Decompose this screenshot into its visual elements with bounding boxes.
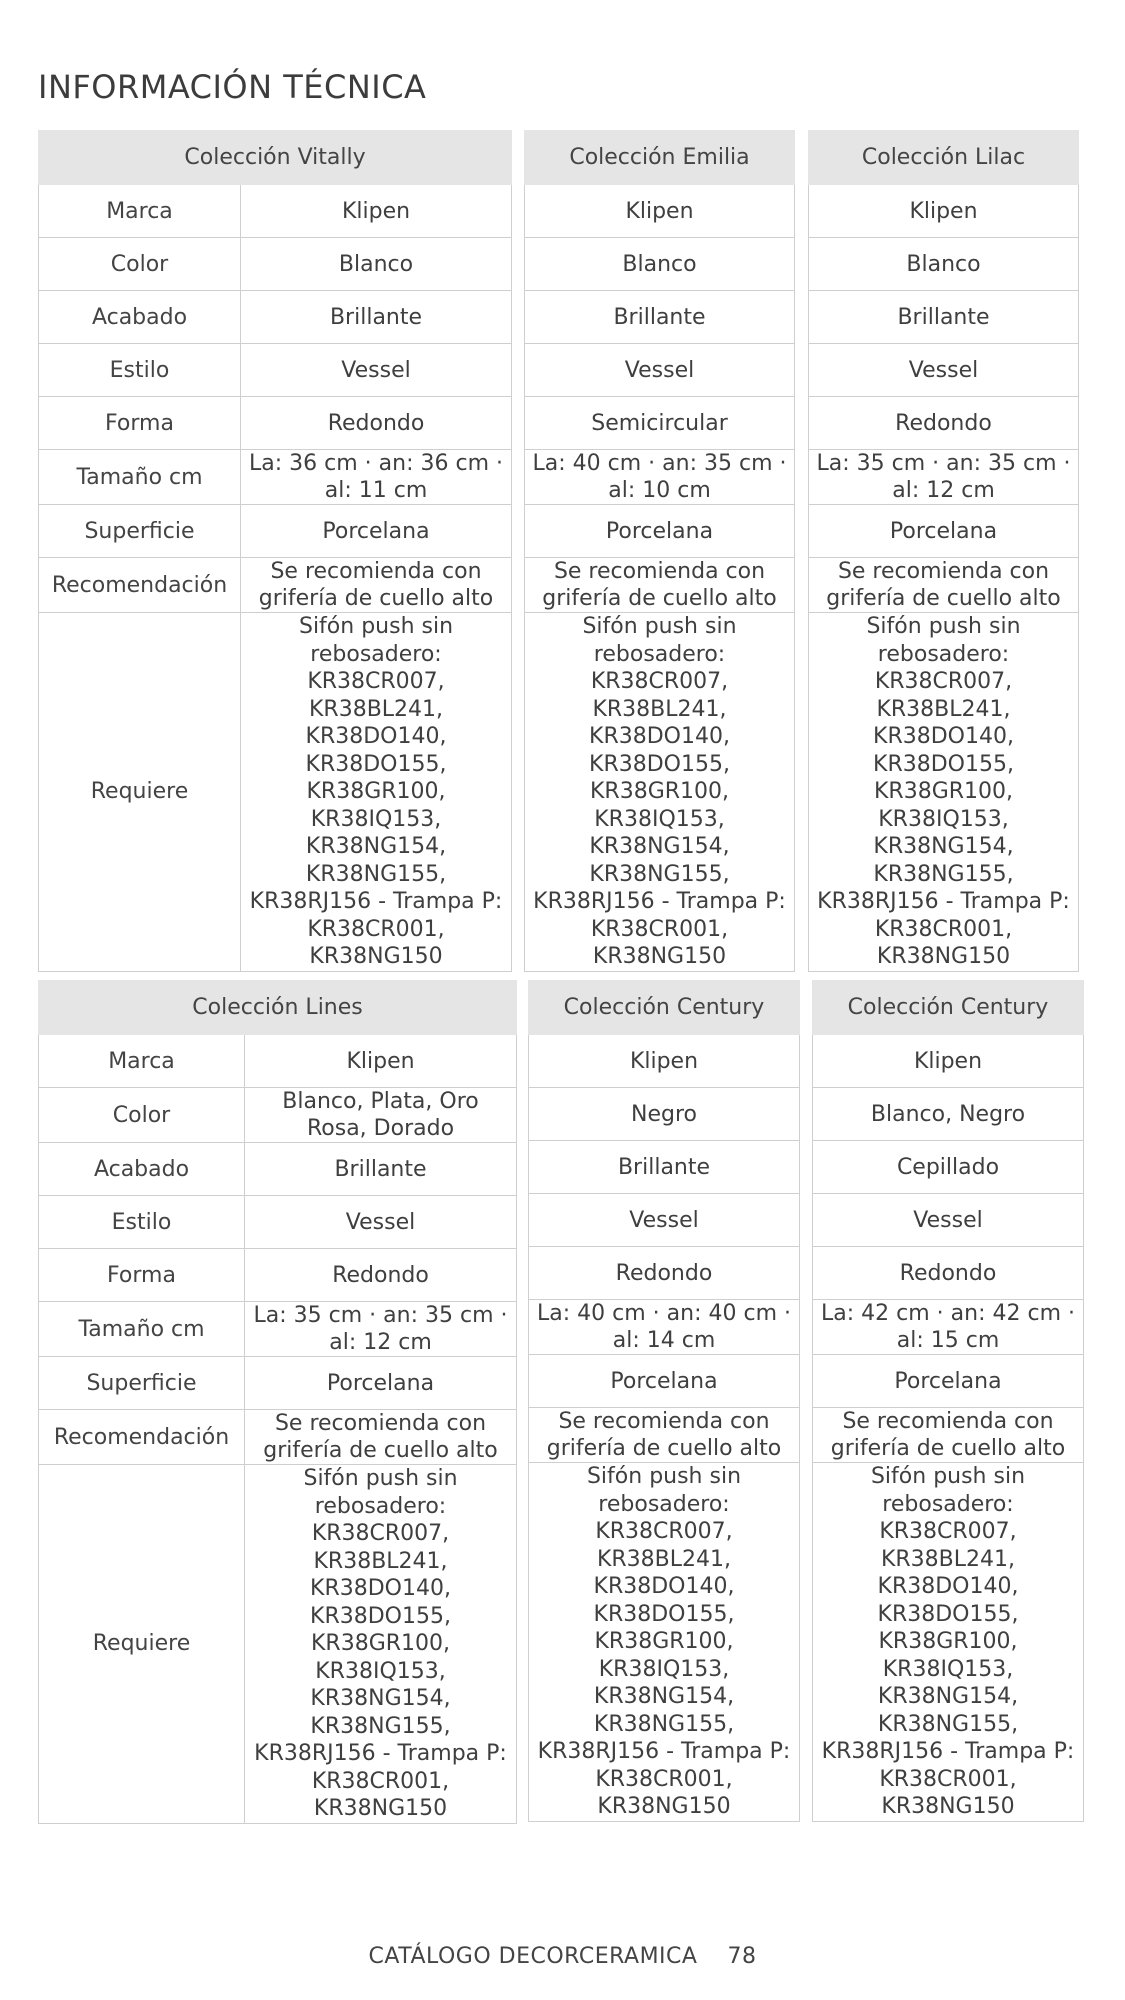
cell-requiere: Sifón push sin rebosadero: KR38CR007, KR38BL241, KR38DO140, KR38DO155, KR38GR100, KR38IQ153, KR38NG154, KR38NG155, KR38RJ156 - Trampa P: KR38CR001, KR38NG150 <box>809 613 1079 972</box>
cell-superficie: Porcelana <box>241 505 512 558</box>
cell-marca: Klipen <box>245 1035 517 1088</box>
collection-header: Colección Century <box>529 981 800 1035</box>
collection-header: Colección Vitally <box>39 131 512 185</box>
cell-recomendacion: Se recomienda con grifería de cuello alto <box>809 558 1079 613</box>
page-title: INFORMACIÓN TÉCNICA <box>38 68 427 106</box>
cell-marca: Klipen <box>241 185 512 238</box>
cell-estilo: Vessel <box>813 1194 1084 1247</box>
cell-requiere: Sifón push sin rebosadero: KR38CR007, KR38BL241, KR38DO140, KR38DO155, KR38GR100, KR38IQ153, KR38NG154, KR38NG155, KR38RJ156 - Trampa P: KR38CR001, KR38NG150 <box>525 613 795 972</box>
cell-acabado: Cepillado <box>813 1141 1084 1194</box>
row-label-superficie: Superficie <box>39 1357 245 1410</box>
cell-forma: Redondo <box>809 397 1079 450</box>
row-label-requiere: Requiere <box>39 613 241 972</box>
cell-superficie: Porcelana <box>245 1357 517 1410</box>
cell-color: Negro <box>529 1088 800 1141</box>
cell-tamano: La: 35 cm · an: 35 cm · al: 12 cm <box>809 450 1079 505</box>
cell-estilo: Vessel <box>245 1196 517 1249</box>
cell-color: Blanco, Plata, Oro Rosa, Dorado <box>245 1088 517 1143</box>
cell-marca: Klipen <box>529 1035 800 1088</box>
cell-tamano: La: 40 cm · an: 35 cm · al: 10 cm <box>525 450 795 505</box>
cell-forma: Redondo <box>245 1249 517 1302</box>
cell-tamano: La: 35 cm · an: 35 cm · al: 12 cm <box>245 1302 517 1357</box>
cell-forma: Redondo <box>529 1247 800 1300</box>
cell-recomendacion: Se recomienda con grifería de cuello alto <box>245 1410 517 1465</box>
row-label-requiere: Requiere <box>39 1465 245 1824</box>
cell-estilo: Vessel <box>525 344 795 397</box>
cell-color: Blanco <box>525 238 795 291</box>
row-label-estilo: Estilo <box>39 344 241 397</box>
cell-forma: Redondo <box>241 397 512 450</box>
row-label-tamano: Tamaño cm <box>39 450 241 505</box>
row-label-marca: Marca <box>39 185 241 238</box>
cell-requiere: Sifón push sin rebosadero: KR38CR007, KR38BL241, KR38DO140, KR38DO155, KR38GR100, KR38IQ153, KR38NG154, KR38NG155, KR38RJ156 - Trampa P: KR38CR001, KR38NG150 <box>245 1465 517 1824</box>
spec-table-century-negro <box>528 980 800 1822</box>
cell-acabado: Brillante <box>245 1143 517 1196</box>
page-number: 78 <box>727 1944 757 1969</box>
collection-header: Colección Lilac <box>809 131 1079 185</box>
cell-requiere: Sifón push sin rebosadero: KR38CR007, KR38BL241, KR38DO140, KR38DO155, KR38GR100, KR38IQ153, KR38NG154, KR38NG155, KR38RJ156 - Trampa P: KR38CR001, KR38NG150 <box>241 613 512 972</box>
cell-recomendacion: Se recomienda con grifería de cuello alto <box>525 558 795 613</box>
cell-color: Blanco <box>809 238 1079 291</box>
row-label-acabado: Acabado <box>39 291 241 344</box>
spec-table-century-blanco-negro <box>812 980 1084 1822</box>
cell-forma: Redondo <box>813 1247 1084 1300</box>
cell-acabado: Brillante <box>529 1141 800 1194</box>
cell-superficie: Porcelana <box>809 505 1079 558</box>
row-label-color: Color <box>39 1088 245 1143</box>
spec-table-emilia <box>524 130 795 972</box>
cell-marca: Klipen <box>809 185 1079 238</box>
cell-marca: Klipen <box>525 185 795 238</box>
cell-tamano: La: 40 cm · an: 40 cm · al: 14 cm <box>529 1300 800 1355</box>
spec-table-lines <box>38 980 517 1824</box>
cell-superficie: Porcelana <box>525 505 795 558</box>
row-label-marca: Marca <box>39 1035 245 1088</box>
page-footer <box>0 1944 1125 1969</box>
cell-recomendacion: Se recomienda con grifería de cuello alto <box>529 1408 800 1463</box>
cell-recomendacion: Se recomienda con grifería de cuello alto <box>241 558 512 613</box>
cell-superficie: Porcelana <box>813 1355 1084 1408</box>
row-label-estilo: Estilo <box>39 1196 245 1249</box>
cell-acabado: Brillante <box>525 291 795 344</box>
cell-recomendacion: Se recomienda con grifería de cuello alto <box>813 1408 1084 1463</box>
collection-header: Colección Lines <box>39 981 517 1035</box>
catalog-name: CATÁLOGO DECORCERAMICA <box>368 1944 698 1969</box>
collection-header: Colección Emilia <box>525 131 795 185</box>
cell-tamano: La: 42 cm · an: 42 cm · al: 15 cm <box>813 1300 1084 1355</box>
row-label-color: Color <box>39 238 241 291</box>
cell-requiere: Sifón push sin rebosadero: KR38CR007, KR38BL241, KR38DO140, KR38DO155, KR38GR100, KR38IQ153, KR38NG154, KR38NG155, KR38RJ156 - Trampa P: KR38CR001, KR38NG150 <box>813 1463 1084 1822</box>
row-label-acabado: Acabado <box>39 1143 245 1196</box>
cell-acabado: Brillante <box>241 291 512 344</box>
cell-forma: Semicircular <box>525 397 795 450</box>
cell-color: Blanco, Negro <box>813 1088 1084 1141</box>
cell-estilo: Vessel <box>529 1194 800 1247</box>
row-label-tamano: Tamaño cm <box>39 1302 245 1357</box>
row-label-recomendacion: Recomendación <box>39 558 241 613</box>
cell-marca: Klipen <box>813 1035 1084 1088</box>
collection-header: Colección Century <box>813 981 1084 1035</box>
row-label-superficie: Superficie <box>39 505 241 558</box>
spec-table-lilac <box>808 130 1079 972</box>
cell-color: Blanco <box>241 238 512 291</box>
spec-table-vitally <box>38 130 512 972</box>
cell-requiere: Sifón push sin rebosadero: KR38CR007, KR38BL241, KR38DO140, KR38DO155, KR38GR100, KR38IQ153, KR38NG154, KR38NG155, KR38RJ156 - Trampa P: KR38CR001, KR38NG150 <box>529 1463 800 1822</box>
row-label-recomendacion: Recomendación <box>39 1410 245 1465</box>
row-label-forma: Forma <box>39 397 241 450</box>
cell-estilo: Vessel <box>241 344 512 397</box>
row-label-forma: Forma <box>39 1249 245 1302</box>
cell-acabado: Brillante <box>809 291 1079 344</box>
cell-tamano: La: 36 cm · an: 36 cm · al: 11 cm <box>241 450 512 505</box>
cell-superficie: Porcelana <box>529 1355 800 1408</box>
cell-estilo: Vessel <box>809 344 1079 397</box>
